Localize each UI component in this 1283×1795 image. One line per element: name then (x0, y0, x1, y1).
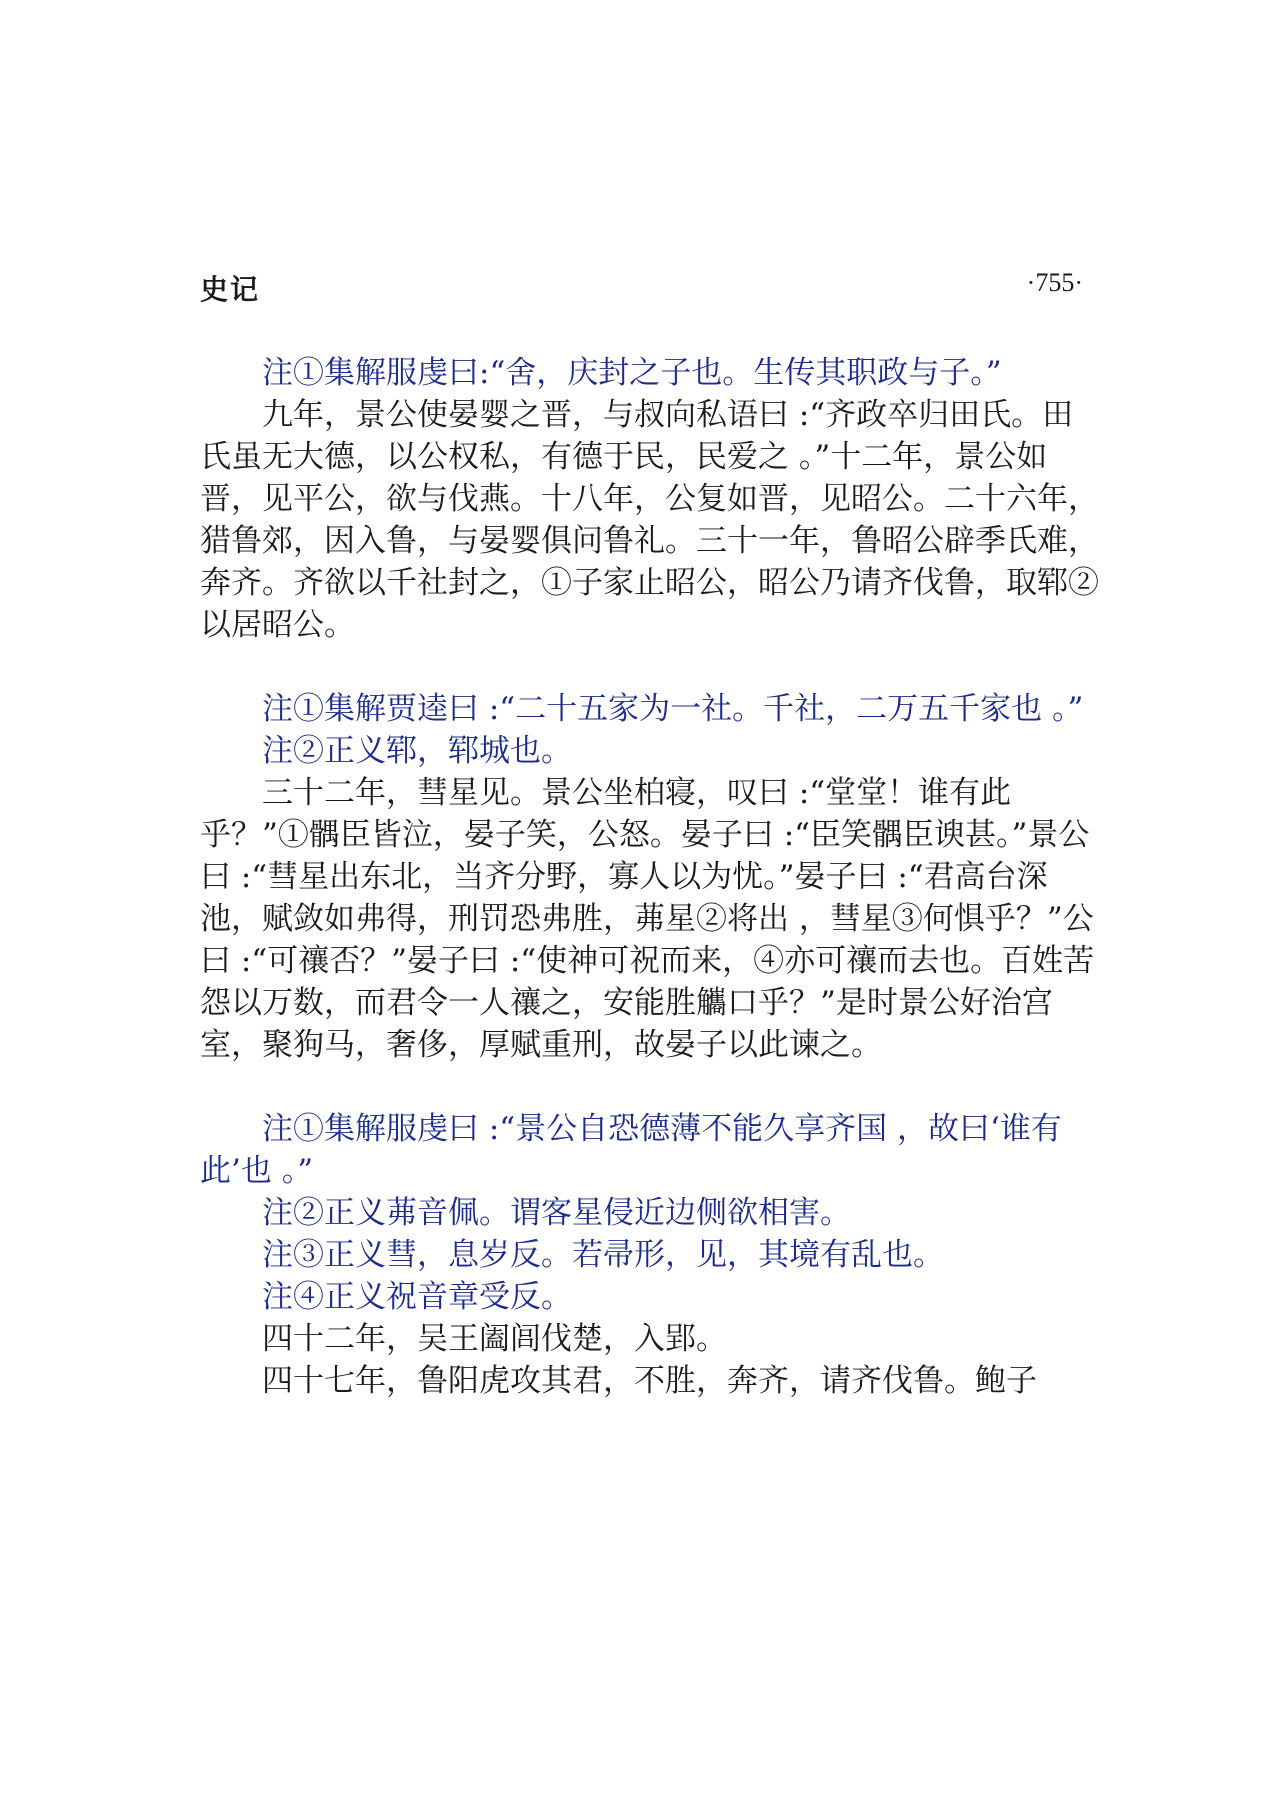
body-paragraph: 四十二年，吴王阖闾伐楚，入郢。 (262, 1321, 727, 1357)
annotation-note: 注④正义祝音章受反。 (262, 1279, 572, 1315)
annotation-note: 注③正义彗，息岁反。若帚形，见，其境有乱也。 (262, 1237, 944, 1273)
annotation-note: 注②正义茀音佩。谓客星侵近边侧欲相害。 (262, 1195, 851, 1231)
annotation-note: 注②正义郓，郓城也。 (262, 733, 572, 769)
annotation-note: 注①集解服虔曰:“舍，庆封之子也。生传其职政与子。” (262, 355, 1002, 391)
body-paragraph: 三十二年，彗星见。景公坐柏寝，叹曰 :“堂堂！谁有此乎？”①髃臣皆泣，晏子笑，公怒。晏子曰 :“臣笑髃臣谀甚。”景公曰 :“彗星出东北，当齐分野，寡人以为忧。”晏子曰 :“君高台深池，赋敛如弗得，刑罚恐弗胜，茀星②将出 ，彗星③何惧乎？”公曰 :“可禳否？”晏子曰 :“使神可祝而来，④亦可禳而去也。百姓苦怨以万数，而君令一人禳之，安能胜觿口乎？”是时景公好治宫室，聚狗马，奢侈，厚赋重刑，故晏子以此谏之。 (200, 775, 1095, 1063)
paragraph-gap (200, 1066, 1100, 1108)
body-paragraph: 四十七年，鲁阳虎攻其君，不胜，奔齐，请齐伐鲁。鲍子 (262, 1363, 1037, 1399)
page-number: ·755· (1026, 268, 1083, 297)
running-header (200, 268, 1083, 308)
book-title: 史记 (200, 273, 261, 306)
body-paragraph: 九年，景公使晏婴之晋，与叔向私语曰 :“齐政卒归田氏。田氏虽无大德，以公权私，有德于民，民爱之 。”十二年，景公如晋，见平公，欲与伐燕。十八年，公复如晋，见昭公。二十六年，猎鲁郊，因入鲁，与晏婴俱问鲁礼。三十一年，鲁昭公辟季氏难，奔齐。齐欲以千社封之，①子家止昭公，昭公乃请齐伐鲁，取郓②以居昭公。 (200, 397, 1099, 643)
annotation-note: 注①集解服虔曰 :“景公自恐德薄不能久享齐国 ，故曰‘谁有此’也 。” (200, 1111, 1062, 1189)
paragraph-gap (200, 646, 1100, 688)
page-body (200, 352, 1100, 1402)
annotation-note: 注①集解贾逵曰 :“二十五家为一社。千社，二万五千家也 。” (262, 691, 1084, 727)
